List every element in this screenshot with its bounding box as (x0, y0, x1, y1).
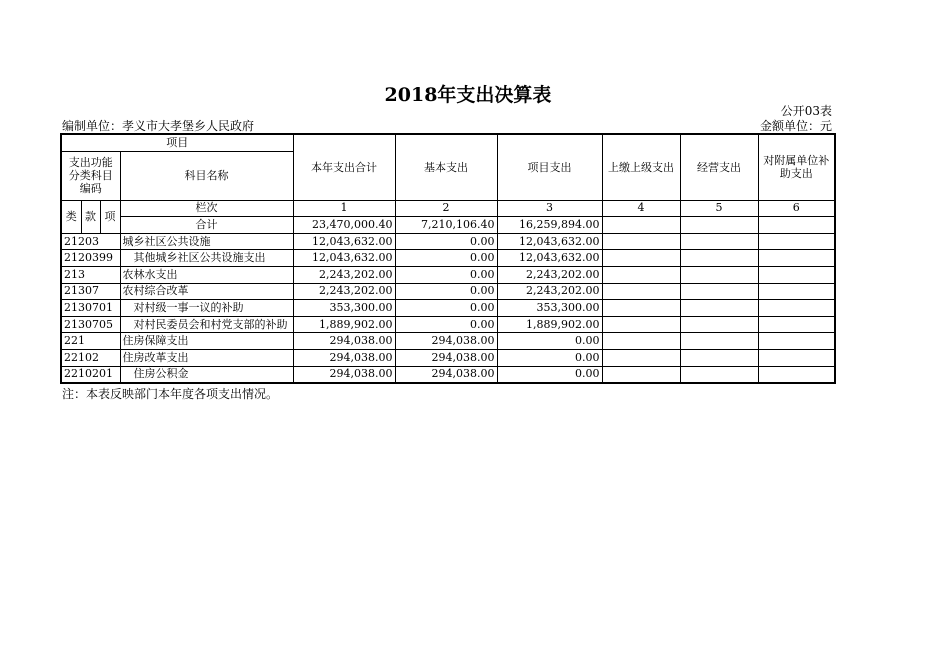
empty-cell (758, 217, 835, 234)
row-code: 21203 (61, 233, 120, 250)
row-project: 2,243,202.00 (497, 266, 602, 283)
row-basic: 0.00 (395, 316, 497, 333)
col-num-3: 3 (497, 200, 602, 217)
row-project: 1,889,902.00 (497, 316, 602, 333)
expenditure-table (60, 133, 836, 384)
empty-cell (602, 316, 680, 333)
col-num-1: 1 (293, 200, 395, 217)
header-kuan: 款 (81, 200, 100, 233)
empty-cell (758, 349, 835, 366)
empty-cell (758, 250, 835, 267)
table-row (61, 316, 835, 333)
row-code: 221 (61, 333, 120, 350)
row-basic: 0.00 (395, 250, 497, 267)
empty-cell (758, 233, 835, 250)
col-num-4: 4 (602, 200, 680, 217)
header-func-code: 支出功能分类科目编码 (61, 151, 120, 200)
row-total: 1,889,902.00 (293, 316, 395, 333)
page-title: 2018年支出决算表 (384, 84, 552, 106)
row-total: 294,038.00 (293, 366, 395, 383)
empty-cell (602, 217, 680, 234)
row-total: 353,300.00 (293, 300, 395, 317)
empty-cell (602, 250, 680, 267)
row-name: 城乡社区公共设施 (120, 233, 293, 250)
row-total: 2,243,202.00 (293, 283, 395, 300)
row-basic: 0.00 (395, 300, 497, 317)
row-project: 0.00 (497, 349, 602, 366)
empty-cell (758, 266, 835, 283)
empty-cell (758, 333, 835, 350)
header-subsidy: 对附属单位补助支出 (758, 134, 835, 200)
empty-cell (680, 233, 758, 250)
row-total: 294,038.00 (293, 333, 395, 350)
empty-cell (758, 283, 835, 300)
empty-cell (758, 366, 835, 383)
row-project: 12,043,632.00 (497, 250, 602, 267)
row-name: 其他城乡社区公共设施支出 (120, 250, 293, 267)
table-row (61, 266, 835, 283)
empty-cell (680, 316, 758, 333)
empty-cell (602, 333, 680, 350)
empty-cell (680, 266, 758, 283)
empty-cell (680, 333, 758, 350)
row-code: 213 (61, 266, 120, 283)
header-business: 经营支出 (680, 134, 758, 200)
header-upper: 上缴上级支出 (602, 134, 680, 200)
empty-cell (758, 300, 835, 317)
reporting-unit: 编制单位：孝义市大孝堡乡人民政府 (62, 119, 255, 133)
row-total: 2,243,202.00 (293, 266, 395, 283)
row-basic: 0.00 (395, 266, 497, 283)
header-project: 项目 (61, 134, 293, 151)
row-basic: 294,038.00 (395, 349, 497, 366)
table-row (61, 333, 835, 350)
empty-cell (680, 217, 758, 234)
table-row (61, 233, 835, 250)
row-project: 0.00 (497, 333, 602, 350)
empty-cell (758, 316, 835, 333)
row-code: 22102 (61, 349, 120, 366)
row-project: 12,043,632.00 (497, 233, 602, 250)
empty-cell (680, 366, 758, 383)
row-code: 21307 (61, 283, 120, 300)
empty-cell (602, 349, 680, 366)
row-code: 2210201 (61, 366, 120, 383)
empty-cell (602, 366, 680, 383)
table-row (61, 349, 835, 366)
table-row (61, 283, 835, 300)
amount-unit: 金额单位：元 (759, 119, 832, 133)
footnote: 注：本表反映部门本年度各项支出情况。 (62, 387, 279, 401)
row-name: 农村综合改革 (120, 283, 293, 300)
row-code: 2120399 (61, 250, 120, 267)
row-basic: 0.00 (395, 233, 497, 250)
row-code: 2130701 (61, 300, 120, 317)
table-row (61, 300, 835, 317)
header-total: 本年支出合计 (293, 134, 395, 200)
header-lei: 类 (61, 200, 81, 233)
column-label: 栏次 (120, 200, 293, 217)
row-total: 12,043,632.00 (293, 250, 395, 267)
row-project: 2,243,202.00 (497, 283, 602, 300)
total-project: 16,259,894.00 (497, 217, 602, 234)
col-num-5: 5 (680, 200, 758, 217)
empty-cell (680, 250, 758, 267)
empty-cell (602, 300, 680, 317)
row-total: 294,038.00 (293, 349, 395, 366)
row-basic: 294,038.00 (395, 366, 497, 383)
empty-cell (680, 283, 758, 300)
row-code: 2130705 (61, 316, 120, 333)
row-basic: 294,038.00 (395, 333, 497, 350)
total-label: 合计 (120, 217, 293, 234)
empty-cell (680, 349, 758, 366)
row-project: 0.00 (497, 366, 602, 383)
form-number: 公开03表 (780, 104, 832, 118)
col-num-6: 6 (758, 200, 835, 217)
empty-cell (602, 233, 680, 250)
table-row (61, 250, 835, 267)
header-project-expense: 项目支出 (497, 134, 602, 200)
row-basic: 0.00 (395, 283, 497, 300)
row-project: 353,300.00 (497, 300, 602, 317)
total-row (61, 217, 835, 234)
row-name: 住房保障支出 (120, 333, 293, 350)
row-name: 农林水支出 (120, 266, 293, 283)
table-row (61, 366, 835, 383)
header-subject-name: 科目名称 (120, 151, 293, 200)
total-amount: 23,470,000.40 (293, 217, 395, 234)
row-total: 12,043,632.00 (293, 233, 395, 250)
header-xiang: 项 (100, 200, 120, 233)
total-basic: 7,210,106.40 (395, 217, 497, 234)
row-name: 对村民委员会和村党支部的补助 (120, 316, 293, 333)
empty-cell (602, 283, 680, 300)
col-num-2: 2 (395, 200, 497, 217)
empty-cell (680, 300, 758, 317)
row-name: 对村级一事一议的补助 (120, 300, 293, 317)
empty-cell (602, 266, 680, 283)
row-name: 住房改革支出 (120, 349, 293, 366)
row-name: 住房公积金 (120, 366, 293, 383)
header-basic: 基本支出 (395, 134, 497, 200)
